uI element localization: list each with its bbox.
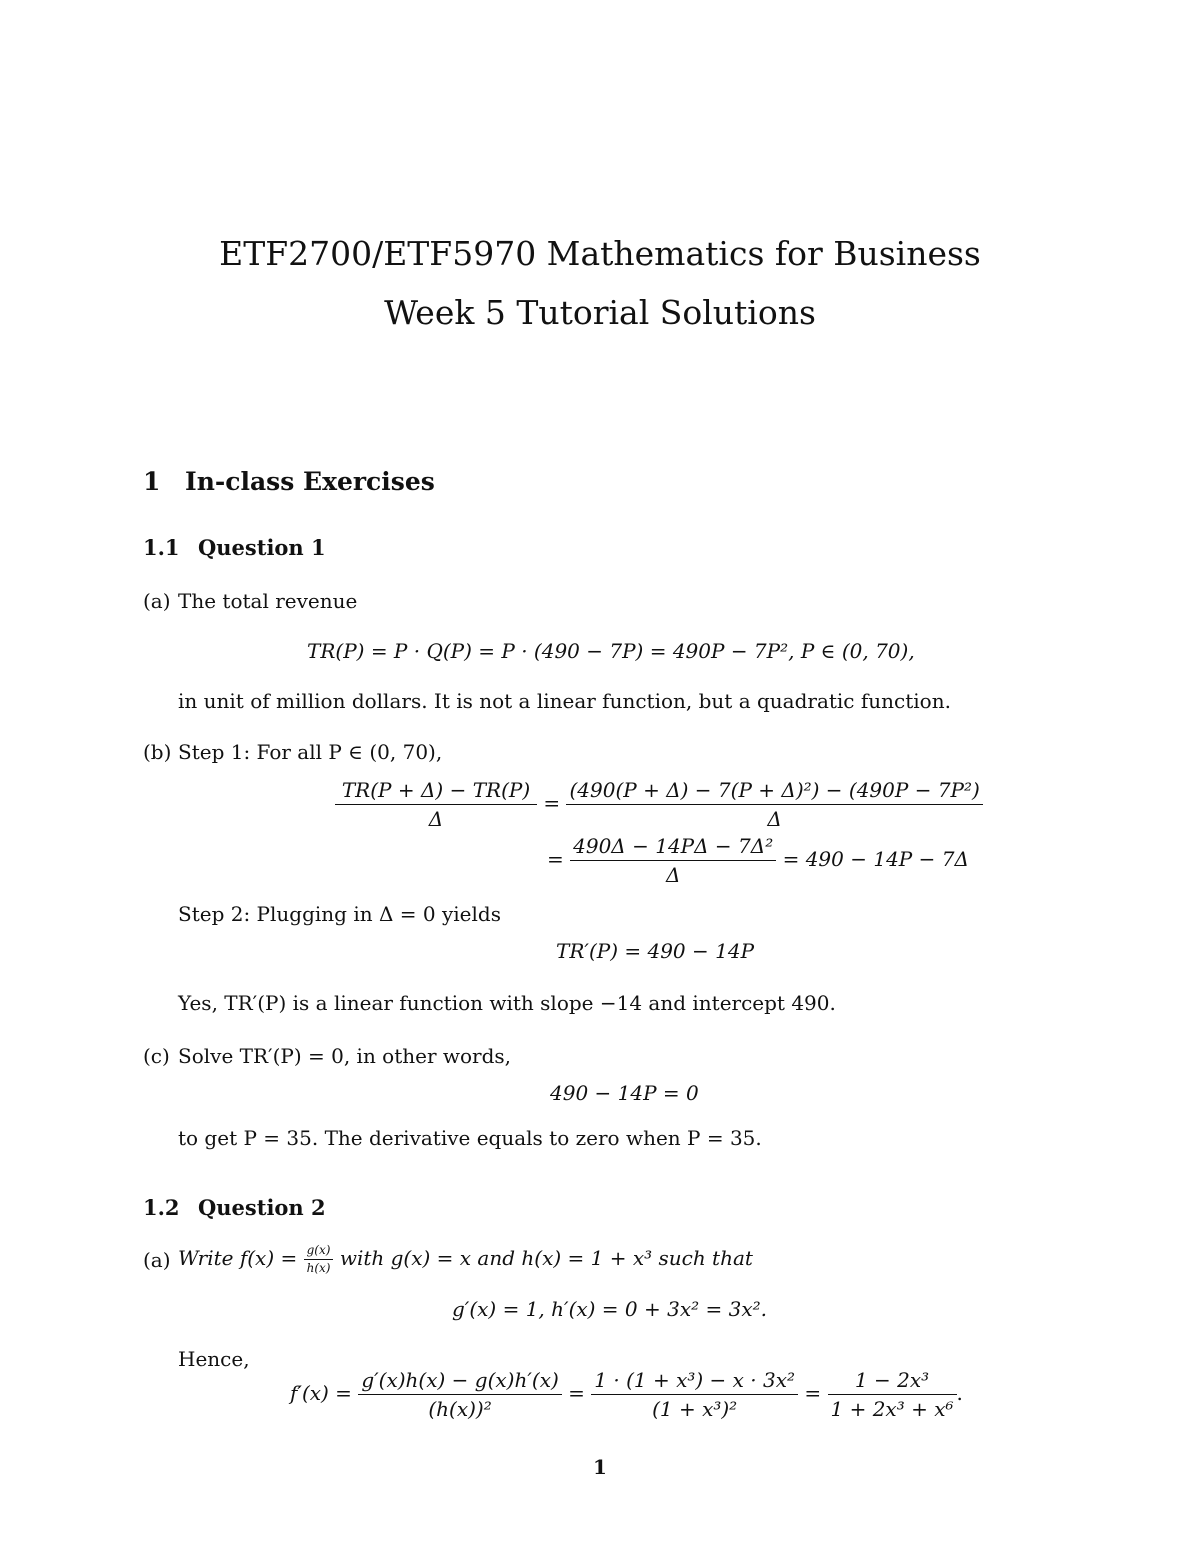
q1-part-c-equation: 490 − 14P = 0	[550, 1081, 699, 1105]
question2-number: 1.2	[143, 1195, 180, 1220]
q2-hence-text: Hence,	[178, 1347, 250, 1371]
q1-rhs2-tail: = 490 − 14P − 7Δ	[782, 847, 969, 871]
q2-with-text: with g(x) = x and h(x) = 1 + x³ such that	[339, 1246, 753, 1270]
q1-equals-1: =	[543, 791, 561, 815]
q2-period: .	[956, 1381, 963, 1405]
q1-rhs1-fraction	[566, 778, 982, 831]
question1-title: Question 1	[198, 535, 326, 560]
q1-part-c-conclusion: to get P = 35. The derivative equals to zero when P = 35.	[178, 1126, 762, 1150]
q2-fraction-2-numerator: 1 · (1 + x³) − x · 3x²	[591, 1368, 798, 1395]
q1-step2-text: Step 2: Plugging in Δ = 0 yields	[178, 902, 501, 926]
section-number: 1	[143, 467, 161, 496]
q2-inline-denominator: h(x)	[306, 1261, 331, 1275]
q1-equals-2: =	[547, 847, 564, 871]
q2-fraction-1	[358, 1368, 561, 1421]
q1-rhs2-numerator: 490Δ − 14PΔ − 7Δ²	[570, 834, 776, 861]
q1-part-a-label: (a)	[143, 589, 171, 613]
question1-number: 1.1	[143, 535, 180, 560]
q2-f-prime-lhs: f′(x) =	[290, 1381, 352, 1405]
section-title: In-class Exercises	[185, 467, 435, 496]
q2-fraction-1-numerator: g′(x)h(x) − g(x)h′(x)	[358, 1368, 561, 1395]
q1-step1-text: Step 1: For all P ∈ (0, 70),	[178, 740, 443, 764]
q1-lhs-denominator: Δ	[428, 807, 444, 831]
q1-difference-quotient-row2	[547, 834, 969, 887]
q1-part-c-text: Solve TR′(P) = 0, in other words,	[178, 1044, 512, 1068]
q1-rhs1-numerator: (490(P + Δ) − 7(P + Δ)²) − (490P − 7P²)	[566, 778, 982, 805]
q2-quotient-rule-row	[290, 1368, 963, 1421]
q2-equals-1: =	[568, 1381, 585, 1405]
q2-fraction-1-denominator: (h(x))²	[428, 1397, 492, 1421]
q2-inline-numerator: g(x)	[304, 1244, 334, 1260]
q2-fraction-3	[828, 1368, 957, 1421]
q1-lhs-fraction	[335, 778, 537, 831]
q1-revenue-equation: TR(P) = P · Q(P) = P · (490 − 7P) = 490P − 7P², P ∈ (0, 70),	[307, 639, 915, 663]
q1-lhs-numerator: TR(P + Δ) − TR(P)	[335, 778, 537, 805]
document-subtitle: Week 5 Tutorial Solutions	[384, 293, 816, 332]
q1-part-c-label: (c)	[143, 1044, 170, 1068]
document-title: ETF2700/ETF5970 Mathematics for Business	[219, 234, 981, 273]
q2-fraction-3-numerator: 1 − 2x³	[828, 1368, 957, 1395]
q2-part-a-line	[178, 1244, 753, 1275]
q2-part-a-label: (a)	[143, 1248, 171, 1272]
q2-inline-fraction	[304, 1244, 334, 1275]
page-number: 1	[593, 1455, 607, 1479]
q1-derivative-equation: TR′(P) = 490 − 14P	[556, 939, 755, 963]
q2-fraction-3-denominator: 1 + 2x³ + x⁶	[830, 1397, 954, 1421]
q1-part-a-conclusion: in unit of million dollars. It is not a linear function, but a quadratic function.	[178, 689, 951, 713]
q1-rhs2-denominator: Δ	[665, 863, 681, 887]
q2-write-text: Write f(x) =	[178, 1246, 298, 1270]
question2-title: Question 2	[198, 1195, 326, 1220]
q1-part-b-label: (b)	[143, 740, 172, 764]
q1-rhs2-fraction	[570, 834, 776, 887]
q1-rhs1-denominator: Δ	[767, 807, 782, 831]
q1-difference-quotient-row1	[335, 778, 983, 831]
q2-fraction-2-denominator: (1 + x³)²	[652, 1397, 738, 1421]
q1-part-a-text: The total revenue	[178, 589, 358, 613]
q2-equals-2: =	[804, 1381, 822, 1405]
q1-part-b-conclusion: Yes, TR′(P) is a linear function with slope −14 and intercept 490.	[178, 991, 836, 1015]
q2-fraction-2	[591, 1368, 798, 1421]
q2-derivatives-equation: g′(x) = 1, h′(x) = 0 + 3x² = 3x².	[452, 1297, 767, 1321]
